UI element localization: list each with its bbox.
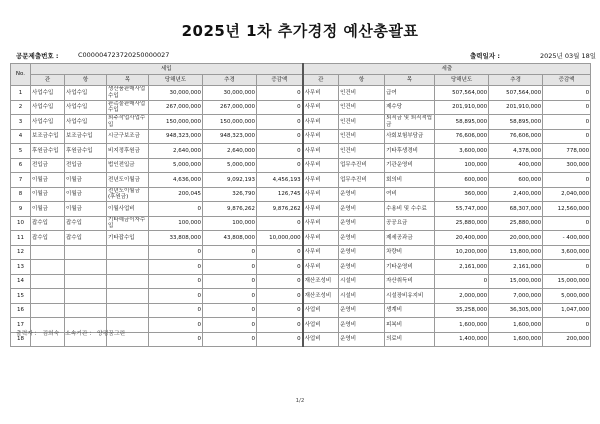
cell-exp-current: 600,000 — [435, 173, 489, 188]
cell-rev-supp: 0 — [203, 289, 257, 304]
table-row — [11, 274, 591, 289]
cell-rev-current: 0 — [149, 245, 203, 260]
cell-exp-gwan: 사무비 — [303, 187, 339, 202]
cell-row-no: 7 — [11, 173, 31, 188]
cell-rev-supp: 0 — [203, 274, 257, 289]
cell-rev-current: 2,640,000 — [149, 144, 203, 159]
cell-rev-diff: 0 — [257, 332, 303, 347]
cell-rev-mok: 기타예금이자수입 — [107, 216, 149, 231]
cell-exp-mok: 피복비 — [385, 318, 435, 333]
cell-rev-hang: 사업수입 — [65, 86, 107, 101]
cell-rev-hang — [65, 289, 107, 304]
table-row — [11, 303, 591, 318]
cell-rev-supp: 9,092,193 — [203, 173, 257, 188]
cell-rev-current: 0 — [149, 260, 203, 275]
cell-rev-hang: 사업수입 — [65, 115, 107, 130]
header-expense: 세출 — [303, 64, 591, 75]
cell-rev-hang: 사업수입 — [65, 100, 107, 115]
cell-rev-current: 0 — [149, 202, 203, 217]
cell-exp-current: 35,258,000 — [435, 303, 489, 318]
cell-exp-hang: 업무추진비 — [339, 158, 385, 173]
cell-rev-mok: 전년도이월금(후원금) — [107, 187, 149, 202]
cell-row-no: 11 — [11, 231, 31, 246]
cell-exp-hang: 운영비 — [339, 318, 385, 333]
cell-rev-supp: 30,000,000 — [203, 86, 257, 101]
cell-exp-diff: - 400,000 — [543, 231, 591, 246]
cell-rev-gwan: 잡수입 — [31, 231, 65, 246]
cell-rev-hang — [65, 260, 107, 275]
cell-rev-mok: 생산품판매사업수입 — [107, 86, 149, 101]
cell-row-no: 3 — [11, 115, 31, 130]
cell-exp-diff: 0 — [543, 216, 591, 231]
cell-exp-gwan: 사무비 — [303, 231, 339, 246]
cell-exp-hang: 운영비 — [339, 260, 385, 275]
cell-rev-hang — [65, 274, 107, 289]
cell-exp-supp: 2,161,000 — [489, 260, 543, 275]
cell-rev-hang: 전입금 — [65, 158, 107, 173]
header-revenue: 세입 — [31, 64, 303, 75]
cell-exp-current: 1,600,000 — [435, 318, 489, 333]
cell-exp-gwan: 사무비 — [303, 216, 339, 231]
cell-row-no: 13 — [11, 260, 31, 275]
cell-row-no: 15 — [11, 289, 31, 304]
cell-rev-supp: 9,876,262 — [203, 202, 257, 217]
cell-rev-supp: 0 — [203, 260, 257, 275]
cell-row-no: 12 — [11, 245, 31, 260]
cell-rev-gwan: 이월금 — [31, 173, 65, 188]
cell-exp-current: 25,880,000 — [435, 216, 489, 231]
cell-exp-hang: 운영비 — [339, 245, 385, 260]
cell-exp-current: 10,200,000 — [435, 245, 489, 260]
cell-rev-gwan — [31, 303, 65, 318]
cell-row-no: 18 — [11, 332, 31, 347]
cell-exp-hang: 인건비 — [339, 129, 385, 144]
cell-exp-hang: 운영비 — [339, 216, 385, 231]
cell-rev-supp: 0 — [203, 245, 257, 260]
footer — [16, 328, 129, 337]
header-rev-hang: 항 — [65, 75, 107, 86]
print-date-label: 출력일자 : — [470, 52, 500, 60]
cell-rev-current: 0 — [149, 318, 203, 333]
cell-exp-hang: 운영비 — [339, 303, 385, 318]
cell-exp-diff: 0 — [543, 173, 591, 188]
cell-rev-hang: 보조금수입 — [65, 129, 107, 144]
cell-rev-hang: 잡수입 — [65, 231, 107, 246]
cell-row-no: 17 — [11, 318, 31, 333]
cell-exp-gwan: 사무비 — [303, 260, 339, 275]
cell-exp-supp: 36,305,000 — [489, 303, 543, 318]
cell-exp-current: 360,000 — [435, 187, 489, 202]
cell-exp-supp: 25,880,000 — [489, 216, 543, 231]
header-rev-supp: 추경 — [203, 75, 257, 86]
cell-row-no: 1 — [11, 86, 31, 101]
header-exp-current: 당해년도 — [435, 75, 489, 86]
cell-rev-hang: 후원금수입 — [65, 144, 107, 159]
cell-exp-mok: 회의비 — [385, 173, 435, 188]
table-row — [11, 100, 591, 115]
cell-rev-hang: 이월금 — [65, 173, 107, 188]
cell-rev-diff: 9,876,262 — [257, 202, 303, 217]
cell-rev-diff: 0 — [257, 115, 303, 130]
cell-exp-mok: 기타운영비 — [385, 260, 435, 275]
cell-exp-current: 0 — [435, 274, 489, 289]
cell-exp-supp: 58,895,000 — [489, 115, 543, 130]
cell-row-no: 14 — [11, 274, 31, 289]
cell-exp-diff: 0 — [543, 260, 591, 275]
cell-rev-supp: 326,790 — [203, 187, 257, 202]
cell-exp-hang: 인건비 — [339, 144, 385, 159]
header-exp-hang: 항 — [339, 75, 385, 86]
cell-rev-hang: 이월금 — [65, 202, 107, 217]
cell-exp-supp: 4,378,000 — [489, 144, 543, 159]
cell-exp-hang: 운영비 — [339, 187, 385, 202]
cell-exp-mok: 자산취득비 — [385, 274, 435, 289]
cell-exp-diff: 0 — [543, 115, 591, 130]
cell-rev-supp: 948,323,000 — [203, 129, 257, 144]
print-date-value: 2025년 03월 18일 — [540, 52, 597, 60]
cell-exp-gwan: 사무비 — [303, 245, 339, 260]
cell-exp-mok: 급여 — [385, 86, 435, 101]
cell-exp-mok: 기타후생경비 — [385, 144, 435, 159]
cell-exp-current: 2,000,000 — [435, 289, 489, 304]
cell-exp-gwan: 사업비 — [303, 303, 339, 318]
footer-org-value: 양평꿈그린 — [97, 331, 126, 337]
cell-exp-gwan: 사무비 — [303, 158, 339, 173]
cell-exp-supp: 600,000 — [489, 173, 543, 188]
cell-exp-mok: 의료비 — [385, 332, 435, 347]
cell-rev-supp: 267,000,000 — [203, 100, 257, 115]
cell-rev-hang — [65, 303, 107, 318]
cell-exp-supp: 1,600,000 — [489, 318, 543, 333]
table-row — [11, 144, 591, 159]
cell-exp-current: 201,910,000 — [435, 100, 489, 115]
cell-row-no: 6 — [11, 158, 31, 173]
cell-rev-hang: 잡수입 — [65, 216, 107, 231]
cell-exp-diff: 0 — [543, 100, 591, 115]
cell-exp-diff: 200,000 — [543, 332, 591, 347]
cell-rev-diff: 0 — [257, 289, 303, 304]
cell-exp-gwan: 사업비 — [303, 332, 339, 347]
cell-rev-gwan: 후원금수입 — [31, 144, 65, 159]
cell-rev-current: 5,000,000 — [149, 158, 203, 173]
cell-rev-supp: 150,000,000 — [203, 115, 257, 130]
table-row — [11, 115, 591, 130]
cell-rev-diff: 0 — [257, 303, 303, 318]
cell-exp-current: 58,895,000 — [435, 115, 489, 130]
cell-row-no: 5 — [11, 144, 31, 159]
cell-exp-diff: 1,047,000 — [543, 303, 591, 318]
cell-row-no: 9 — [11, 202, 31, 217]
cell-exp-supp: 507,564,000 — [489, 86, 543, 101]
header-rev-mok: 목 — [107, 75, 149, 86]
cell-rev-diff: 0 — [257, 129, 303, 144]
cell-exp-current: 507,564,000 — [435, 86, 489, 101]
cell-exp-supp: 15,000,000 — [489, 274, 543, 289]
cell-exp-diff: 300,000 — [543, 158, 591, 173]
cell-exp-diff: 0 — [543, 86, 591, 101]
cell-exp-supp: 201,910,000 — [489, 100, 543, 115]
cell-exp-supp: 76,606,000 — [489, 129, 543, 144]
cell-exp-diff: 778,000 — [543, 144, 591, 159]
cell-rev-supp: 2,640,000 — [203, 144, 257, 159]
cell-exp-supp: 7,000,000 — [489, 289, 543, 304]
cell-rev-diff: 0 — [257, 216, 303, 231]
cell-exp-gwan: 사업비 — [303, 318, 339, 333]
cell-rev-supp: 0 — [203, 303, 257, 318]
cell-rev-diff: 0 — [257, 158, 303, 173]
table-row — [11, 289, 591, 304]
cell-exp-mok: 수용비 및 수수료 — [385, 202, 435, 217]
cell-rev-current: 267,000,000 — [149, 100, 203, 115]
cell-rev-mok: 외주작업사업수입 — [107, 115, 149, 130]
cell-rev-current: 33,808,000 — [149, 231, 203, 246]
table-row — [11, 216, 591, 231]
cell-exp-hang: 운영비 — [339, 202, 385, 217]
cell-rev-diff: 4,456,193 — [257, 173, 303, 188]
cell-rev-mok: 이월사업비 — [107, 202, 149, 217]
cell-rev-mok — [107, 274, 149, 289]
cell-rev-diff: 0 — [257, 100, 303, 115]
cell-rev-current: 30,000,000 — [149, 86, 203, 101]
table-row — [11, 173, 591, 188]
header-exp-diff: 증감액 — [543, 75, 591, 86]
cell-exp-current: 1,400,000 — [435, 332, 489, 347]
cell-row-no: 4 — [11, 129, 31, 144]
cell-row-no: 8 — [11, 187, 31, 202]
cell-exp-gwan: 사무비 — [303, 86, 339, 101]
cell-rev-gwan — [31, 289, 65, 304]
cell-rev-current: 200,045 — [149, 187, 203, 202]
cell-exp-gwan: 사무비 — [303, 100, 339, 115]
cell-rev-mok — [107, 260, 149, 275]
cell-rev-gwan: 사업수입 — [31, 100, 65, 115]
cell-exp-supp: 400,000 — [489, 158, 543, 173]
footer-author-label: 출력자 : — [16, 331, 37, 337]
cell-rev-mok — [107, 289, 149, 304]
page-number: 1/2 — [295, 398, 305, 404]
cell-rev-current: 0 — [149, 274, 203, 289]
cell-rev-diff: 126,745 — [257, 187, 303, 202]
cell-rev-hang — [65, 245, 107, 260]
cell-rev-mok: 법인전입금 — [107, 158, 149, 173]
cell-exp-hang: 인건비 — [339, 86, 385, 101]
cell-rev-mok — [107, 303, 149, 318]
cell-rev-current: 0 — [149, 332, 203, 347]
cell-exp-mok: 사회보험부담금 — [385, 129, 435, 144]
cell-exp-hang: 운영비 — [339, 332, 385, 347]
cell-exp-gwan: 재산조성비 — [303, 274, 339, 289]
cell-rev-current: 100,000 — [149, 216, 203, 231]
cell-exp-diff: 2,040,000 — [543, 187, 591, 202]
cell-exp-gwan: 사무비 — [303, 173, 339, 188]
cell-rev-diff: 10,000,000 — [257, 231, 303, 246]
doc-no-value: C000004723720250000027 — [78, 51, 170, 59]
cell-rev-gwan — [31, 274, 65, 289]
cell-exp-mok: 제세공과금 — [385, 231, 435, 246]
header-no: No. — [11, 64, 31, 86]
cell-rev-current: 0 — [149, 289, 203, 304]
cell-rev-mok: 전년도이월금 — [107, 173, 149, 188]
cell-rev-gwan: 전입금 — [31, 158, 65, 173]
header-rev-current: 당해년도 — [149, 75, 203, 86]
cell-rev-diff: 0 — [257, 86, 303, 101]
cell-exp-current: 55,747,000 — [435, 202, 489, 217]
cell-rev-supp: 43,808,000 — [203, 231, 257, 246]
cell-exp-current: 20,400,000 — [435, 231, 489, 246]
cell-rev-gwan: 이월금 — [31, 202, 65, 217]
cell-exp-hang: 운영비 — [339, 231, 385, 246]
cell-exp-hang: 업무추진비 — [339, 173, 385, 188]
cell-rev-gwan — [31, 245, 65, 260]
cell-rev-diff: 0 — [257, 274, 303, 289]
table-row — [11, 260, 591, 275]
cell-exp-mok: 여비 — [385, 187, 435, 202]
cell-rev-supp: 0 — [203, 318, 257, 333]
cell-exp-gwan: 사무비 — [303, 144, 339, 159]
header-rev-gwan: 관 — [31, 75, 65, 86]
table-row — [11, 202, 591, 217]
cell-exp-diff: 0 — [543, 318, 591, 333]
cell-exp-hang: 인건비 — [339, 115, 385, 130]
cell-exp-diff: 0 — [543, 129, 591, 144]
cell-exp-mok: 공공요금 — [385, 216, 435, 231]
cell-exp-mok: 제수당 — [385, 100, 435, 115]
cell-exp-diff: 3,600,000 — [543, 245, 591, 260]
cell-row-no: 2 — [11, 100, 31, 115]
cell-exp-current: 3,600,000 — [435, 144, 489, 159]
cell-exp-current: 100,000 — [435, 158, 489, 173]
cell-rev-gwan — [31, 260, 65, 275]
cell-rev-diff: 0 — [257, 144, 303, 159]
cell-exp-supp: 2,400,000 — [489, 187, 543, 202]
cell-rev-supp: 0 — [203, 332, 257, 347]
cell-rev-diff: 0 — [257, 318, 303, 333]
cell-exp-mok: 시설장비유지비 — [385, 289, 435, 304]
cell-rev-supp: 5,000,000 — [203, 158, 257, 173]
cell-rev-mok — [107, 245, 149, 260]
cell-rev-current: 4,636,000 — [149, 173, 203, 188]
header-exp-supp: 추경 — [489, 75, 543, 86]
cell-rev-current: 0 — [149, 303, 203, 318]
cell-rev-mok: 판촉물판매사업수입 — [107, 100, 149, 115]
cell-rev-mok: 비지정후원금 — [107, 144, 149, 159]
cell-rev-mok: 시군구보조금 — [107, 129, 149, 144]
cell-exp-diff: 12,560,000 — [543, 202, 591, 217]
cell-rev-gwan: 보조금수입 — [31, 129, 65, 144]
footer-author-value: 김희숙 — [42, 331, 60, 337]
header-exp-mok: 목 — [385, 75, 435, 86]
table-row — [11, 86, 591, 101]
cell-exp-gwan: 사무비 — [303, 115, 339, 130]
cell-row-no: 16 — [11, 303, 31, 318]
table-row — [11, 231, 591, 246]
cell-exp-supp: 68,307,000 — [489, 202, 543, 217]
page-title: 2025년 1차 추가경정 예산총괄표 — [181, 22, 419, 40]
cell-exp-supp: 13,800,000 — [489, 245, 543, 260]
cell-exp-current: 2,161,000 — [435, 260, 489, 275]
header-rev-diff: 증감액 — [257, 75, 303, 86]
cell-row-no: 10 — [11, 216, 31, 231]
cell-exp-mok: 퇴직금 및 퇴직적립금 — [385, 115, 435, 130]
budget-table — [10, 63, 591, 347]
cell-rev-gwan: 이월금 — [31, 187, 65, 202]
cell-exp-hang: 시설비 — [339, 274, 385, 289]
table-row — [11, 245, 591, 260]
table-row — [11, 187, 591, 202]
doc-no-label: 공문제출번호 : — [16, 52, 59, 60]
cell-exp-mok: 생계비 — [385, 303, 435, 318]
cell-exp-supp: 1,600,000 — [489, 332, 543, 347]
cell-rev-gwan: 잡수입 — [31, 216, 65, 231]
header-exp-gwan: 관 — [303, 75, 339, 86]
cell-exp-gwan: 사무비 — [303, 129, 339, 144]
cell-exp-gwan: 사무비 — [303, 202, 339, 217]
cell-rev-diff: 0 — [257, 245, 303, 260]
cell-rev-gwan: 사업수입 — [31, 115, 65, 130]
cell-exp-mok: 차량비 — [385, 245, 435, 260]
cell-rev-current: 150,000,000 — [149, 115, 203, 130]
cell-rev-gwan: 사업수입 — [31, 86, 65, 101]
table-row — [11, 158, 591, 173]
cell-rev-diff: 0 — [257, 260, 303, 275]
cell-exp-current: 76,606,000 — [435, 129, 489, 144]
cell-exp-mok: 기관운영비 — [385, 158, 435, 173]
cell-rev-hang: 이월금 — [65, 187, 107, 202]
footer-org-label: 소속기관 : — [65, 331, 92, 337]
table-row — [11, 129, 591, 144]
cell-exp-supp: 20,000,000 — [489, 231, 543, 246]
cell-rev-current: 948,323,000 — [149, 129, 203, 144]
cell-exp-hang: 인건비 — [339, 100, 385, 115]
cell-rev-supp: 100,000 — [203, 216, 257, 231]
cell-exp-gwan: 재산조성비 — [303, 289, 339, 304]
cell-rev-mok: 기타잡수입 — [107, 231, 149, 246]
cell-exp-diff: 15,000,000 — [543, 274, 591, 289]
cell-exp-hang: 시설비 — [339, 289, 385, 304]
cell-exp-diff: 5,000,000 — [543, 289, 591, 304]
